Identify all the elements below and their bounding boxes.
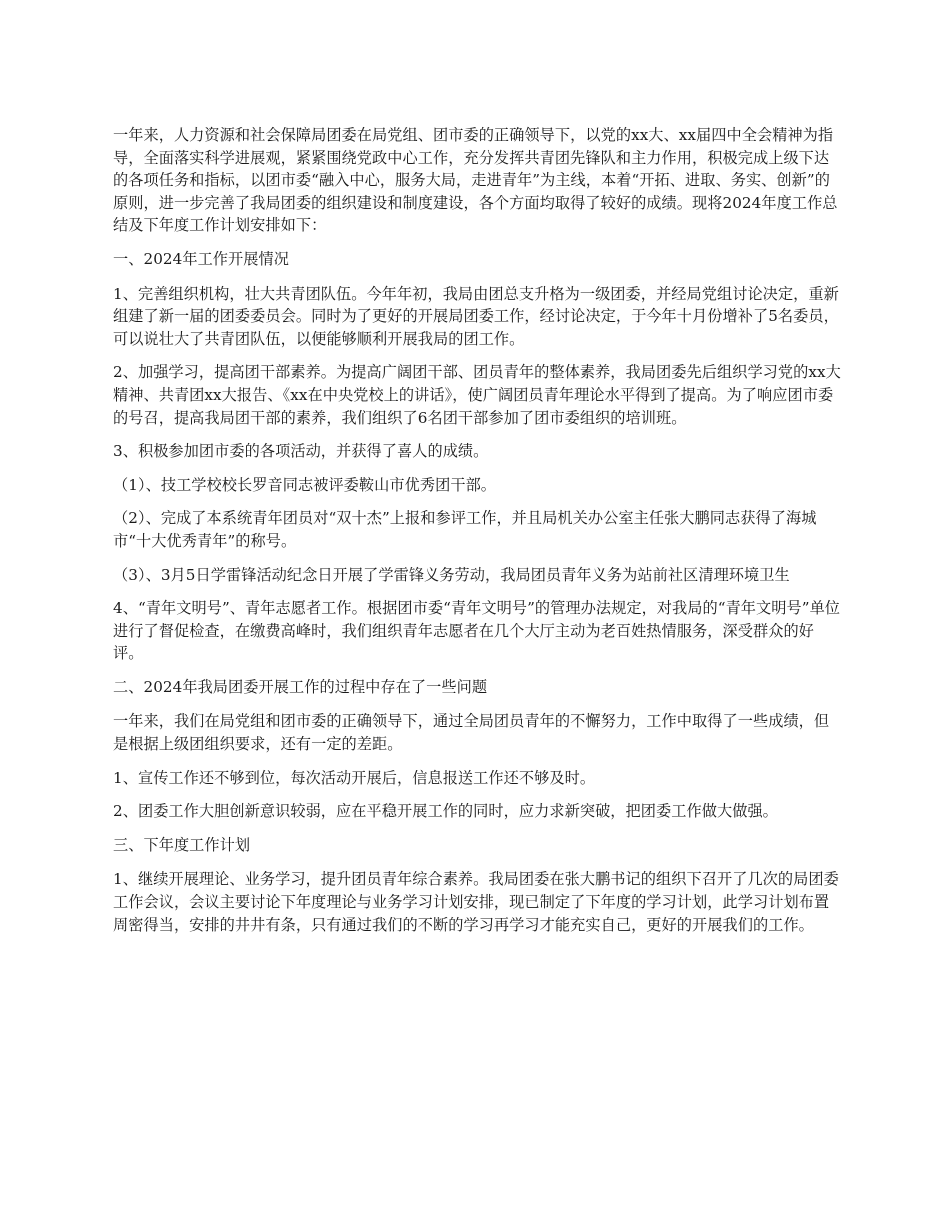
section-1-item-3-sub-2: （2）、完成了本系统青年团员对“双十杰”上报和参评工作，并且局机关办公室主任张大鹏同志获得了海城市“十大优秀青年”的称号。 xyxy=(113,509,817,550)
section-1-item-3-sub-1: （1）、技工学校校长罗音同志被评委鞍山市优秀团干部。 xyxy=(113,475,497,494)
section-1-item-3: 3、积极参加团市委的各项活动，并获得了喜人的成绩。 xyxy=(113,442,489,461)
section-heading-2: 二、2024年我局团委开展工作的过程中存在了一些问题 xyxy=(113,677,488,696)
section-2-intro: 一年来，我们在局党组和团市委的正确领导下，通过全局团员青年的不懈努力，工作中取得了一些成绩，但是根据上级团组织要求，还有一定的差距。 xyxy=(113,712,830,754)
section-1-item-1: 1、完善组织机构，壮大共青团队伍。今年年初，我局由团总支升格为一级团委，并经局党组讨论决定，重新组建了新一届的团委委员会。同时为了更好的开展局团委工作，经讨论决定，于今年十月份增补了5名委员，可以说壮大了共青团队伍，以便能够顺利开展我局的团工作。 xyxy=(113,284,839,348)
section-heading-1: 一、2024年工作开展情况 xyxy=(113,249,289,268)
section-1-item-2: 2、加强学习，提高团干部素养。为提高广阔团干部、团员青年的整体素养，我局团委先后组织学习党的xx大精神、共青团xx大报告、《xx在中央党校上的讲话》，使广阔团员青年理论水平得到了提高。为了响应团市委的号召，提高我局团干部的素养，我们组织了6名团干部参加了团市委组织的培训班。 xyxy=(113,363,841,427)
section-1-item-4: 4、“青年文明号”、青年志愿者工作。根据团市委“青年文明号”的管理办法规定，对我局的“青年文明号”单位进行了督促检查，在缴费高峰时，我们组织青年志愿者在几个大厅主动为老百姓热情服务，深受群众的好评。 xyxy=(113,599,841,663)
document-page xyxy=(113,124,843,947)
section-2-item-2: 2、团委工作大胆创新意识较弱，应在平稳开展工作的同时，应力求新突破，把团委工作做大做强。 xyxy=(113,802,778,821)
section-heading-3: 三、下年度工作计划 xyxy=(113,835,251,854)
section-3-item-1: 1、继续开展理论、业务学习，提升团员青年综合素养。我局团委在张大鹏书记的组织下召开了几次的局团委工作会议，会议主要讨论下年度理论与业务学习计划安排，现已制定了下年度的学习计划，此学习计划布置周密得当，安排的井井有条，只有通过我们的不断的学习再学习才能充实自己，更好的开展我们的工作。 xyxy=(113,870,839,934)
section-1-item-3-sub-3: （3）、3月5日学雷锋活动纪念日开展了学雷锋义务劳动，我局团员青年义务为站前社区清理环境卫生 xyxy=(113,565,790,584)
intro-paragraph: 一年来，人力资源和社会保障局团委在局党组、团市委的正确领导下，以党的xx大、xx届四中全会精神为指导，全面落实科学进展观，紧紧围绕党政中心工作，充分发挥共青团先锋队和主力作用，积极完成上级下达的各项任务和指标，以团市委“融入中心，服务大局，走进青年”为主线，本着“开拓、进取、务实、创新”的原则，进一步完善了我局团委的组织建设和制度建设，各个方面均取得了较好的成绩。现将2024年度工作总结及下年度工作计划安排如下： xyxy=(113,126,838,235)
section-2-item-1: 1、宣传工作还不够到位，每次活动开展后，信息报送工作还不够及时。 xyxy=(113,768,596,787)
